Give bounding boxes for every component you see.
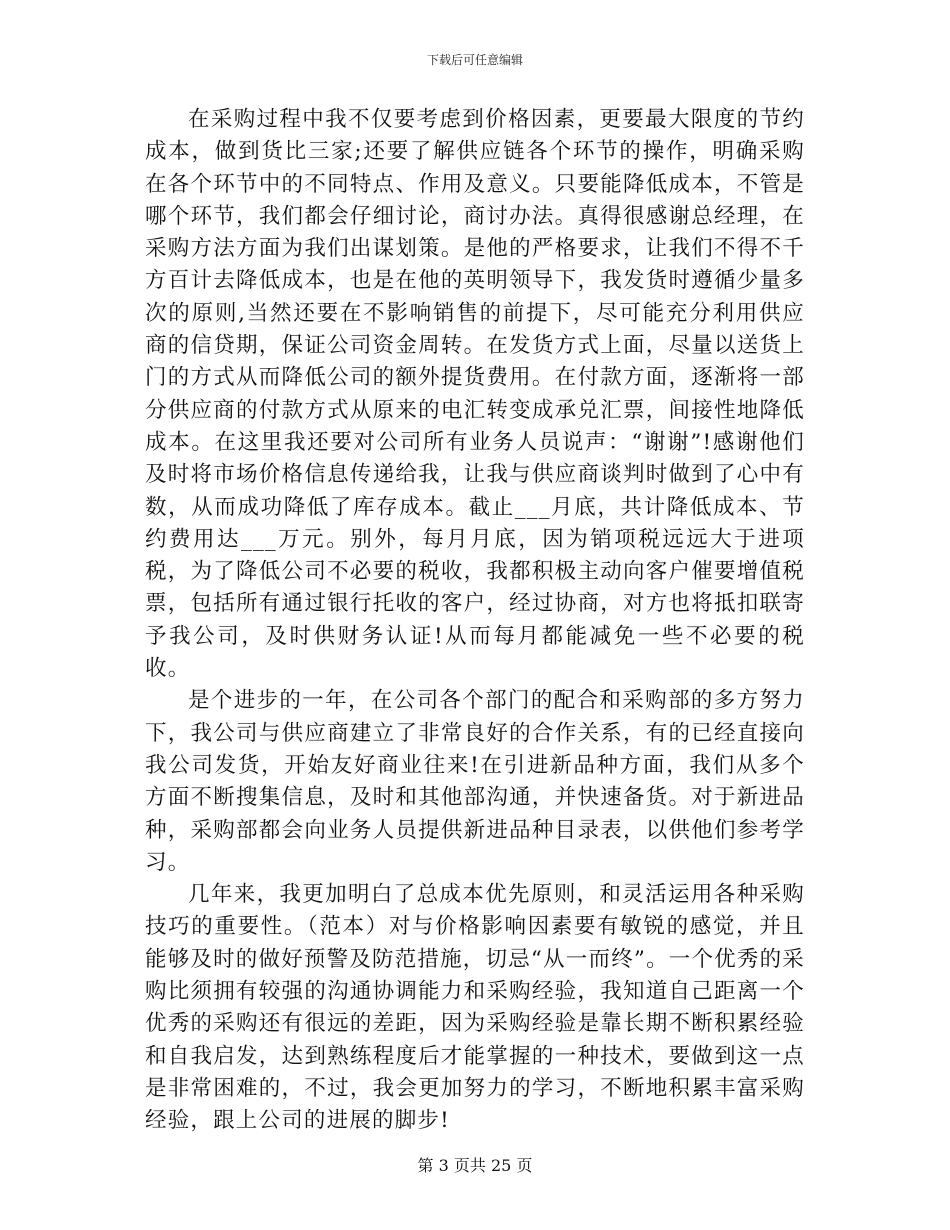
document-body <box>145 104 805 1138</box>
paragraph-supplier-relations: 是个进步的一年，在公司各个部门的配合和采购部的多方努力下，我公司与供应商建立了非常良好的合作关系，有的已经直接向我公司发货，开始友好商业往来!在引进新品种方面，我们从多个方面不断搜集信息，及时和其他部沟通，并快速备货。对于新进品种，采购部都会向业务人员提供新进品种目录表，以供他们参考学习。 <box>145 688 805 875</box>
page-number: 第 3 页共 25 页 <box>417 1156 533 1175</box>
page-header-note: 下载后可任意编辑 <box>426 53 523 67</box>
paragraph-lessons-learned: 几年来，我更加明白了总成本优先原则，和灵活运用各种采购技巧的重要性。（范本）对与价格影响因素要有敏锐的感觉，并且能够及时的做好预警及防范措施，切忌“从一而终”。一个优秀的采购比须拥有较强的沟通协调能力和采购经验，我知道自己距离一个优秀的采购还有很远的差距，因为采购经验是靠长期不断积累经验和自我启发，达到熟练程度后才能掌握的一种技术，要做到这一点是非常困难的，不过，我会更加努力的学习，不断地积累丰富采购经验，跟上公司的进展的脚步! <box>145 882 805 1134</box>
paragraph-cost-reduction: 在采购过程中我不仅要考虑到价格因素，更要最大限度的节约成本，做到货比三家;还要了解供应链各个环节的操作，明确采购在各个环节中的不同特点、作用及意义。只要能降低成本，不管是哪个环节，我们都会仔细讨论，商讨办法。真得很感谢总经理，在采购方法方面为我们出谋划策。是他的严格要求，让我们不得不千方百计去降低成本，也是在他的英明领导下，我发货时遵循少量多次的原则,当然还要在不影响销售的前提下，尽可能充分利用供应商的信贷期，保证公司资金周转。在发货方式上面，尽量以送货上门的方式从而降低公司的额外提货费用。在付款方面，逐渐将一部分供应商的付款方式从原来的电汇转变成承兑汇票，间接性地降低成本。在这里我还要对公司所有业务人员说声：“谢谢”!感谢他们及时将市场价格信息传递给我，让我与供应商谈判时做到了心中有数，从而成功降低了库存成本。截止___月底，共计降低成本、节约费用达___万元。别外，每月月底，因为销项税远远大于进项税，为了降低公司不必要的税收，我都积极主动向客户催要增值税票，包括所有通过银行托收的客户，经过协商，对方也将抵扣联寄予我公司，及时供财务认证!从而每月都能减免一些不必要的税收。 <box>145 107 805 682</box>
